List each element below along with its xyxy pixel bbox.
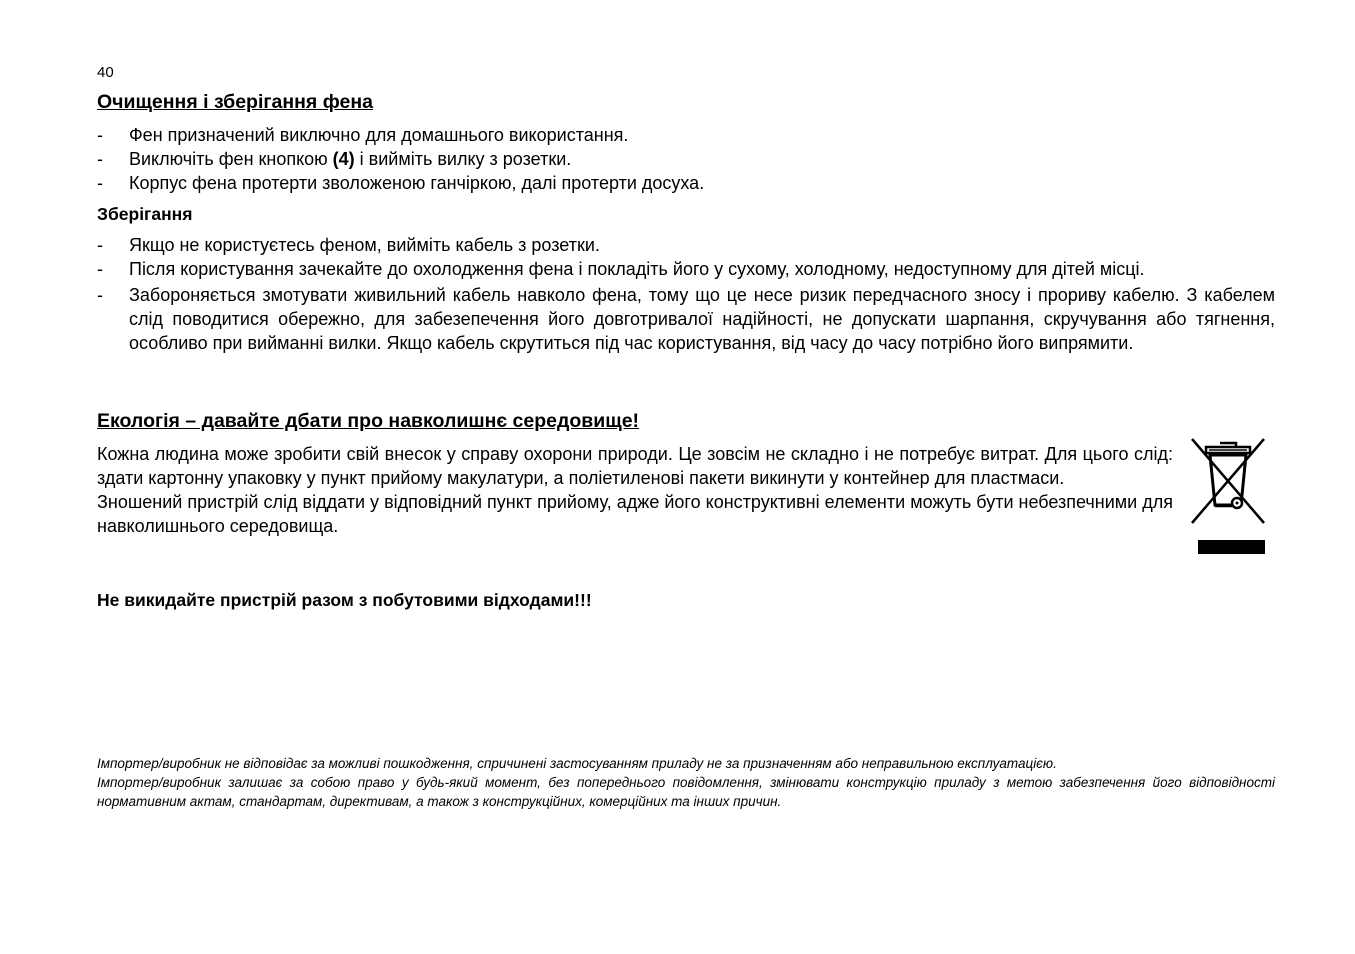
dash-bullet: - <box>97 173 103 193</box>
ecology-heading: Екологія – давайте дбати про навколишнє середовище! <box>97 410 640 432</box>
disclaimer-line: Імпортер/виробник залишає за собою право у будь-який момент, без попереднього повідомлення, змінювати конструкцію приладу з метою забезпечення його відповідності нормативним актам, стандартам, директивам, а також з конструкційних, комерційних та інших причин. <box>97 775 1275 809</box>
crossed-out-wheelie-bin-icon <box>1187 434 1269 554</box>
disclaimer-line: Імпортер/виробник не відповідає за можливі пошкодження, спричинені застосуванням приладу не за призначенням або неправильною експлуатацією. <box>97 756 1057 771</box>
dash-bullet: - <box>97 149 103 169</box>
list-item-text: Після користування зачекайте до охолодження фена і покладіть його у сухому, холодному, недоступному для дітей місці. <box>129 259 1145 279</box>
list-item-text: і вийміть вилку з розетки. <box>354 149 572 169</box>
dash-bullet: - <box>97 235 103 255</box>
disposal-warning: Не викидайте пристрій разом з побутовими відходами!!! <box>97 590 592 610</box>
cleaning-heading: Очищення і зберігання фена <box>97 91 373 113</box>
manual-page <box>97 64 1275 811</box>
storage-heading: Зберігання <box>97 204 193 224</box>
list-item-text: Корпус фена протерти зволоженою ганчіркою, далі протерти досуха. <box>129 173 705 193</box>
list-item <box>97 123 1275 147</box>
list-item <box>97 283 1275 355</box>
dash-bullet: - <box>97 285 103 305</box>
cleaning-list <box>97 123 1275 195</box>
ecology-paragraph: Кожна людина може зробити свій внесок у справу охорони природи. Це зовсім не складно і не потребує витрат. Для цього слід: здати картонну упаковку у пункт прийому макулатури, а поліетиленові пакети викинути у контейнер для пластмаси. <box>97 444 1173 488</box>
ecology-paragraph: Зношений пристрій слід віддати у відповідний пункт прийому, адже його конструктивні елементи можуть бути небезпечними для навколишнього середовища. <box>97 492 1173 536</box>
list-item-text: Фен призначений виключно для домашнього використання. <box>129 125 629 145</box>
storage-list <box>97 233 1275 355</box>
list-item-text: Якщо не користуєтесь феном, вийміть кабель з розетки. <box>129 235 600 255</box>
list-item <box>97 233 1275 257</box>
ecology-section <box>97 442 1275 538</box>
list-item <box>97 147 1275 171</box>
legal-disclaimer <box>97 754 1275 811</box>
button-reference: (4) <box>332 149 355 169</box>
dash-bullet: - <box>97 125 103 145</box>
list-item-text: Виключіть фен кнопкою <box>129 149 333 169</box>
dash-bullet: - <box>97 259 103 279</box>
list-item-text: Забороняється змотувати живильний кабель навколо фена, тому що це несе ризик передчасного зносу і прориву кабелю. З кабелем слід поводитися обережно, для забезепечення його довготривалої надійності, не допускати шарпання, скручування або тягнення, особливо при вийманні вилки. Якщо кабель скрутиться під час користування, від часу до часу потрібно його випрямити. <box>129 285 1275 353</box>
list-item <box>97 257 1275 281</box>
page-number: 40 <box>97 64 114 81</box>
ecology-text <box>97 442 1173 538</box>
list-item <box>97 171 1275 195</box>
